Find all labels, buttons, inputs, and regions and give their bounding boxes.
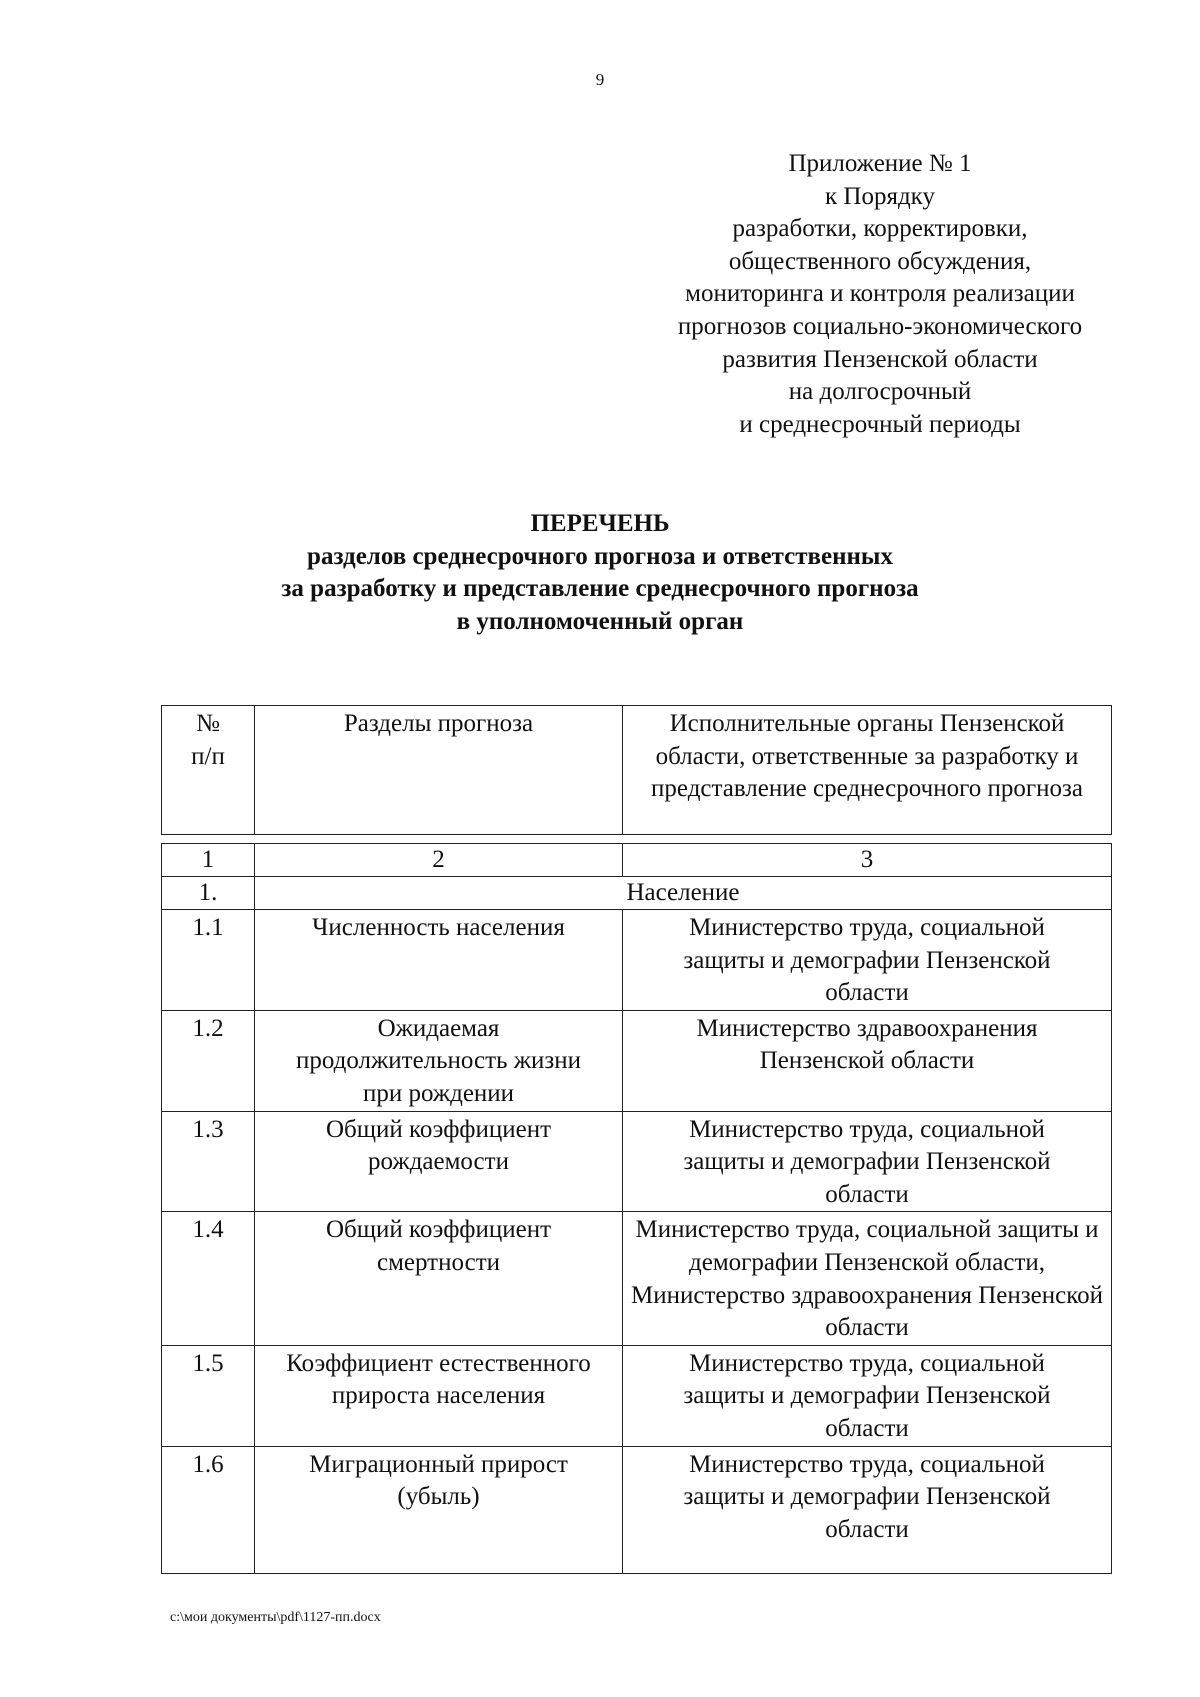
table-header bbox=[161, 705, 1112, 835]
row-responsible: Министерство труда, социальной защиты и демографии Пензенской области bbox=[623, 1111, 1112, 1212]
appendix-line: Приложение № 1 bbox=[788, 150, 972, 177]
appendix-line: и среднесрочный периоды bbox=[739, 410, 1021, 438]
heading-line: в уполномоченный орган bbox=[456, 607, 744, 635]
table-row bbox=[162, 1111, 1112, 1212]
appendix-line: прогнозов социально-экономического bbox=[677, 312, 1083, 340]
row-number: 1.1 bbox=[162, 910, 255, 1011]
file-path-footer: c:\мои документы\pdf\1127-пп.docx bbox=[170, 1610, 381, 1625]
row-responsible: Министерство труда, социальной защиты и демографии Пензенской области, Министерство здравоохранения Пензенской области bbox=[623, 1212, 1112, 1345]
column-number: 3 bbox=[623, 844, 1112, 877]
row-section: Коэффициент естественного прироста населения bbox=[255, 1345, 623, 1446]
row-number: 1.2 bbox=[162, 1010, 255, 1111]
section-number: 1. bbox=[162, 877, 255, 910]
section-row bbox=[162, 877, 1112, 910]
row-number: 1.3 bbox=[162, 1111, 255, 1212]
sections-table bbox=[161, 843, 1112, 1574]
table-row bbox=[162, 1345, 1112, 1446]
row-section: Общий коэффициент смертности bbox=[255, 1212, 623, 1345]
heading-title: ПЕРЕЧЕНЬ bbox=[530, 510, 670, 537]
heading-line: разделов среднесрочного прогноза и ответственных bbox=[307, 542, 893, 570]
row-number: 1.6 bbox=[162, 1446, 255, 1573]
table-row bbox=[162, 1212, 1112, 1345]
page-number: 9 bbox=[595, 70, 605, 89]
row-section: Численность населения bbox=[255, 910, 623, 1011]
table-row bbox=[162, 910, 1112, 1011]
header-responsible: Исполнительные органы Пензенской области, ответственные за разработку и представление среднесрочного прогноза bbox=[623, 706, 1112, 835]
table-row bbox=[162, 1010, 1112, 1111]
heading-line: за разработку и представление среднесрочного прогноза bbox=[281, 575, 919, 603]
row-responsible: Министерство здравоохранения Пензенской области bbox=[623, 1010, 1112, 1111]
appendix-line: разработки, корректировки, bbox=[732, 215, 1028, 243]
row-responsible: Министерство труда, социальной защиты и демографии Пензенской области bbox=[623, 1345, 1112, 1446]
document-heading bbox=[0, 508, 1200, 638]
column-number: 2 bbox=[255, 844, 623, 877]
row-number: 1.5 bbox=[162, 1345, 255, 1446]
row-section: Ожидаемая продолжительность жизни при рождении bbox=[255, 1010, 623, 1111]
row-number: 1.4 bbox=[162, 1212, 255, 1345]
column-numbers-row bbox=[162, 844, 1112, 877]
row-responsible: Министерство труда, социальной защиты и демографии Пензенской области bbox=[623, 1446, 1112, 1573]
appendix-line: мониторинга и контроля реализации bbox=[685, 280, 1075, 308]
row-responsible: Министерство труда, социальной защиты и демографии Пензенской области bbox=[623, 910, 1112, 1011]
appendix-reference bbox=[630, 148, 1130, 441]
section-title: Население bbox=[255, 877, 1112, 910]
column-number: 1 bbox=[162, 844, 255, 877]
appendix-line: развития Пензенской области bbox=[722, 345, 1038, 373]
table-row bbox=[162, 1446, 1112, 1573]
appendix-line: к Порядку bbox=[825, 182, 935, 210]
row-section: Общий коэффициент рождаемости bbox=[255, 1111, 623, 1212]
header-row bbox=[162, 706, 1112, 835]
appendix-line: общественного обсуждения, bbox=[728, 247, 1032, 275]
header-number: № п/п bbox=[162, 706, 255, 835]
header-sections: Разделы прогноза bbox=[255, 706, 623, 835]
appendix-line: на долгосрочный bbox=[788, 378, 972, 406]
row-section: Миграционный прирост (убыль) bbox=[255, 1446, 623, 1573]
